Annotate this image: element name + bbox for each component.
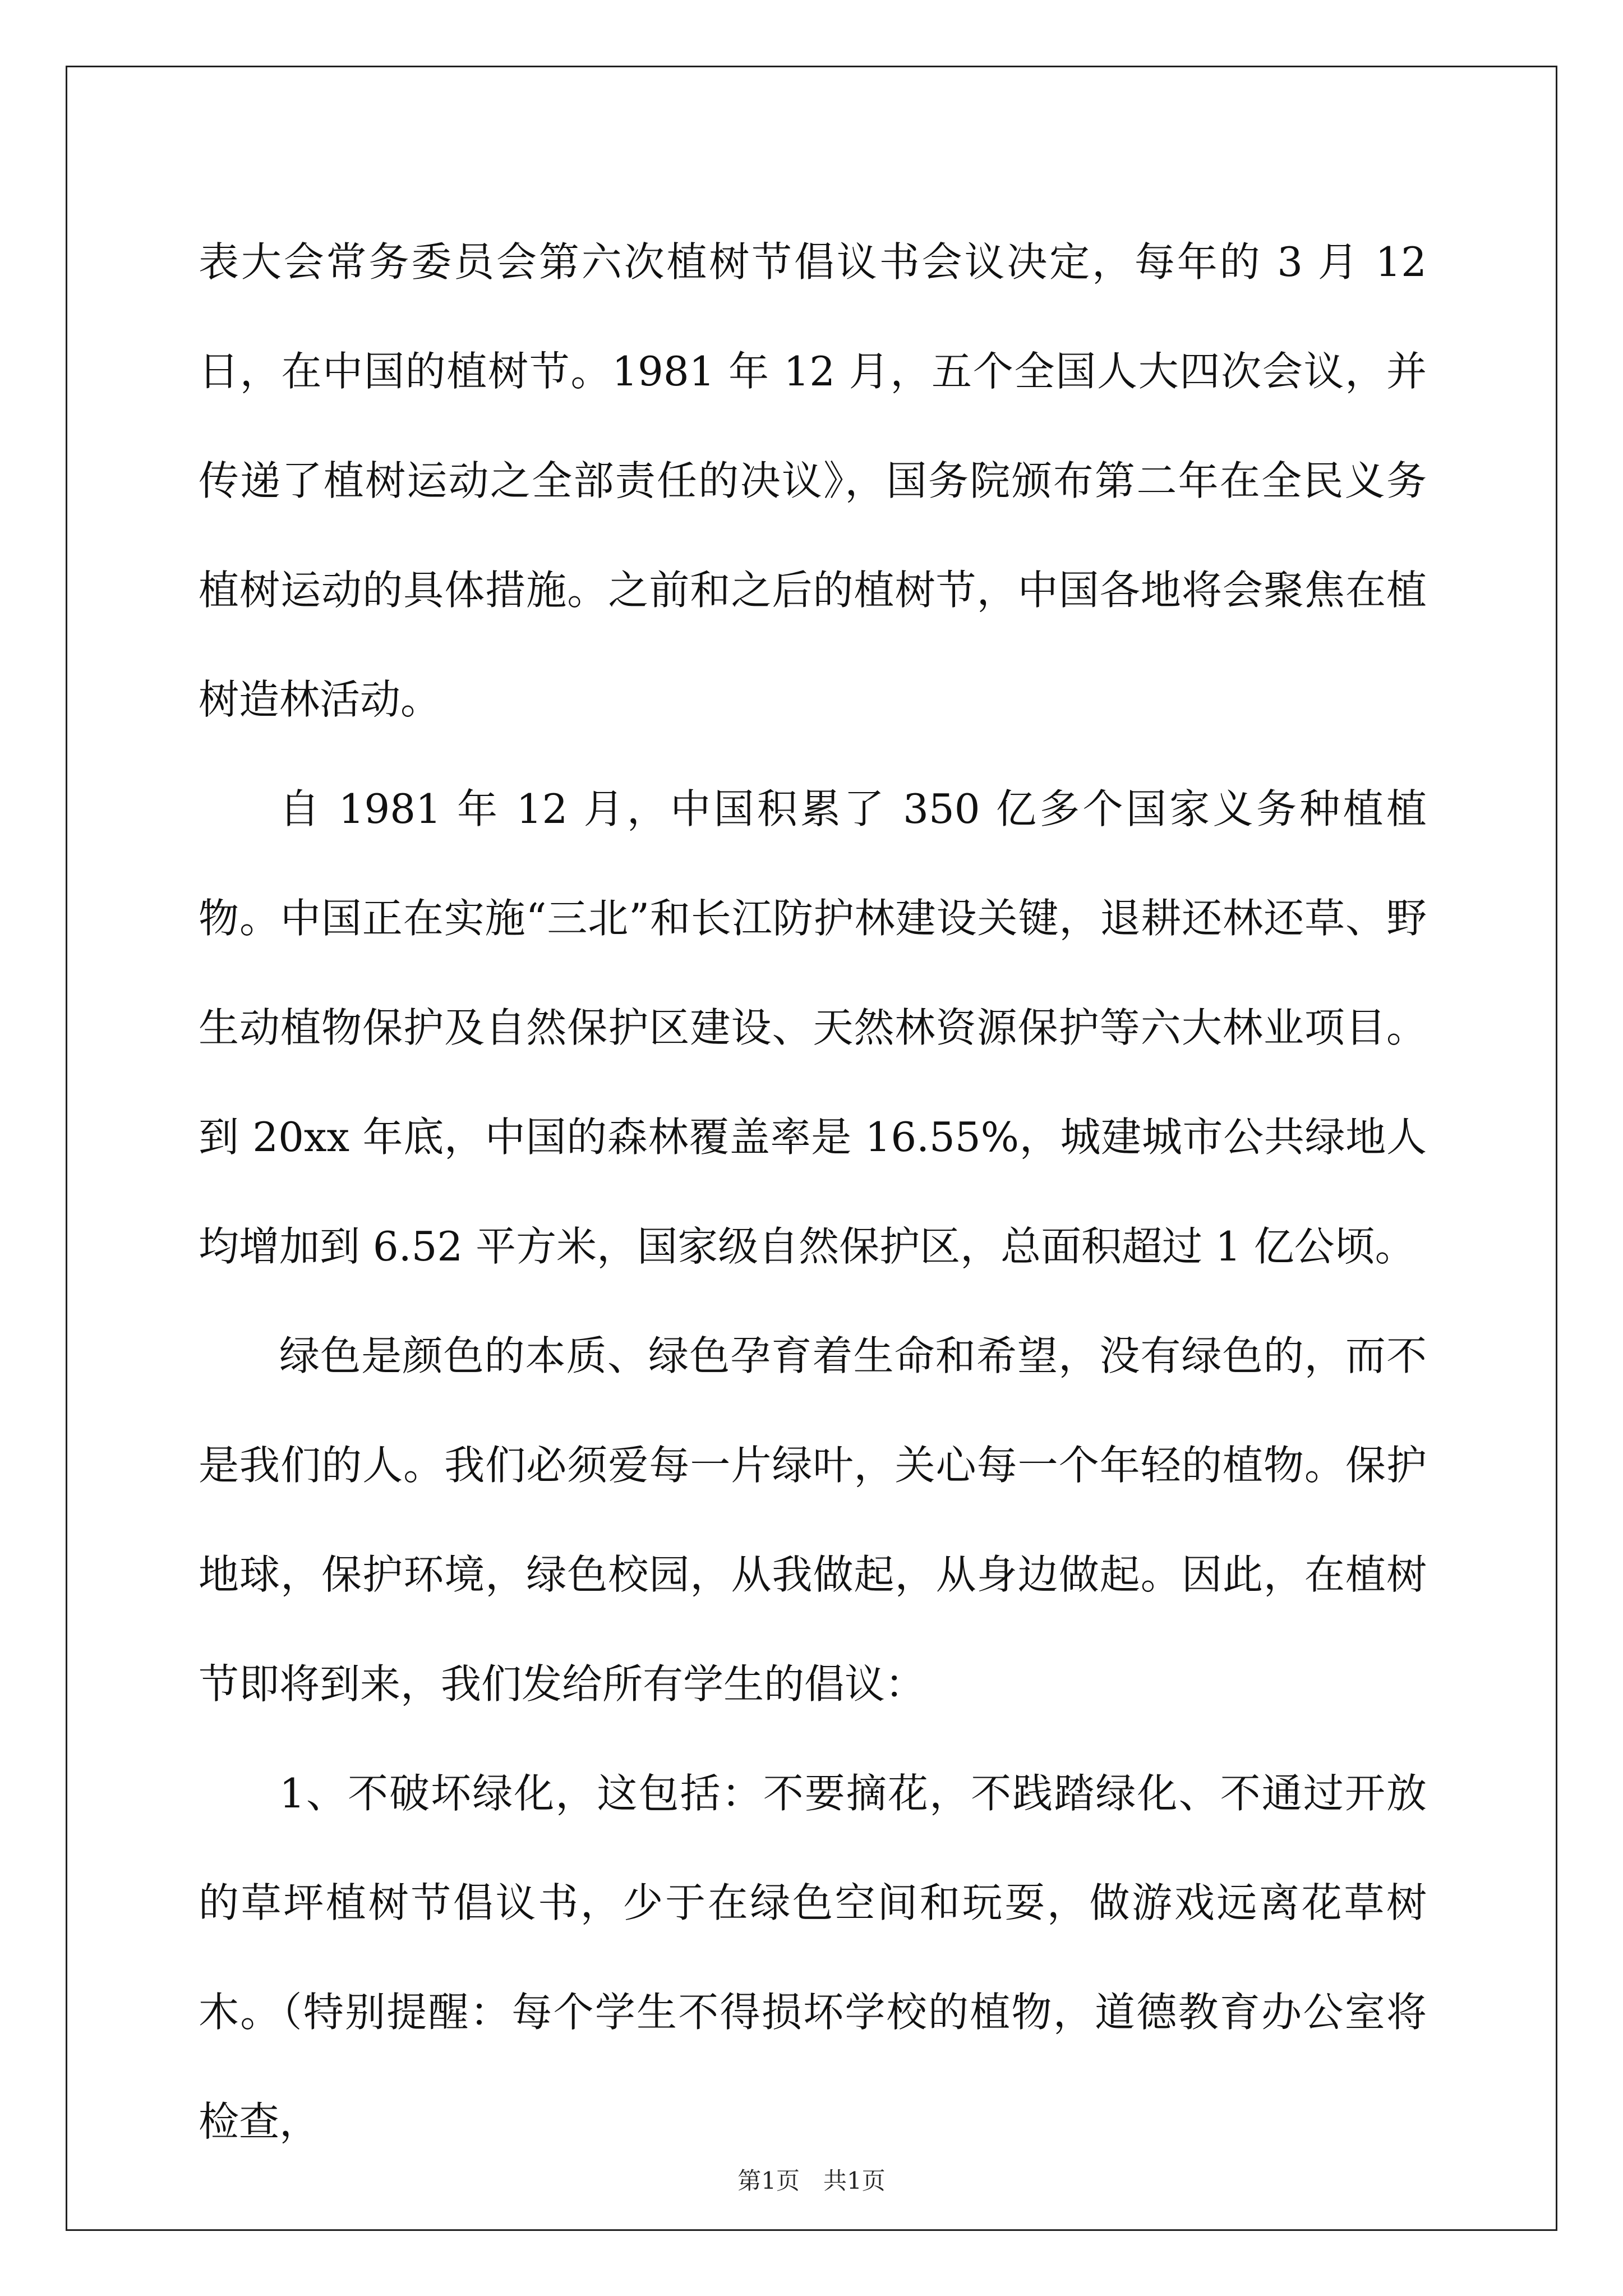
paragraph-4: 1、不破坏绿化，这包括：不要摘花，不践踏绿化、不通过开放的草坪植树节倡议书，少于在绿色空间和玩耍，做游戏远离花草树木。（特别提醒：每个学生不得损坏学校的植物，道德教育办公室将检查， <box>199 1770 1427 2145</box>
document-body <box>199 208 1427 2177</box>
paragraph-2: 自 1981 年 12 月，中国积累了 350 亿多个国家义务种植植物。中国正在实施“三北”和长江防护林建设关键，退耕还林还草、野生动植物保护及自然保护区建设、天然林资源保护等六大林业项目。到 20xx 年底，中国的森林覆盖率是 16.55%，城建城市公共绿地人均增加到 6.52 平方米，国家级自然保护区，总面积超过 1 亿公顷。 <box>199 785 1427 1270</box>
paragraph-1: 表大会常务委员会第六次植树节倡议书会议决定，每年的 3 月 12 日，在中国的植树节。1981 年 12 月，五个全国人大四次会议，并传递了植树运动之全部责任的决议》，国务院颁布第二年在全民义务植树运动的具体措施。之前和之后的植树节，中国各地将会聚焦在植树造林活动。 <box>199 238 1427 723</box>
page-footer: 第1页 共1页 <box>737 2167 886 2194</box>
paragraph-3: 绿色是颜色的本质、绿色孕育着生命和希望，没有绿色的，而不是我们的人。我们必须爱每一片绿叶，关心每一个年轻的植物。保护地球，保护环境，绿色校园，从我做起，从身边做起。因此，在植树节即将到来，我们发给所有学生的倡议： <box>199 1332 1427 1708</box>
